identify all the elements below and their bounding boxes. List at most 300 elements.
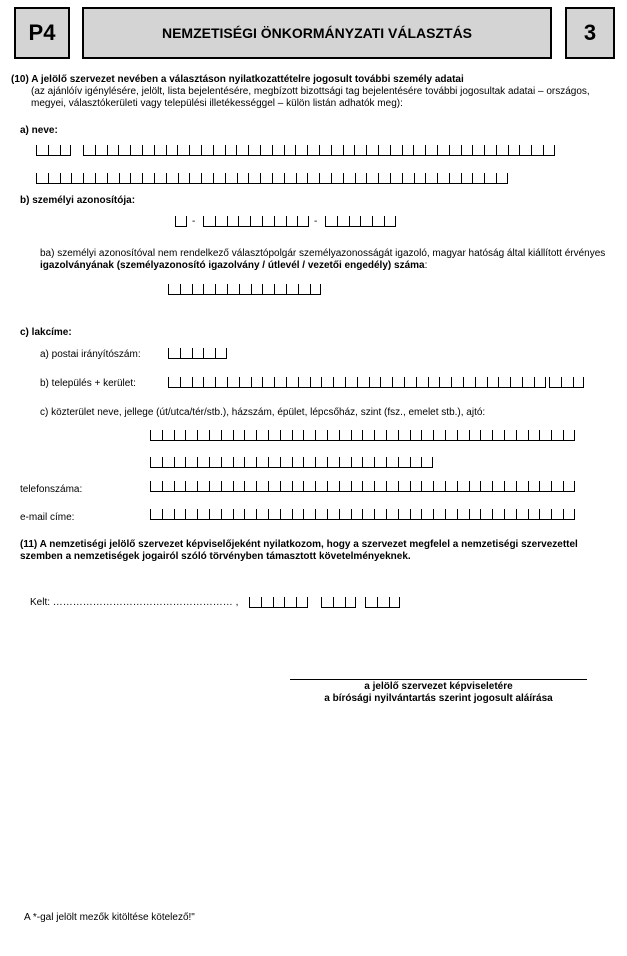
char-cell[interactable]: [185, 430, 197, 441]
city-field[interactable]: [168, 377, 546, 389]
char-cell[interactable]: [215, 284, 227, 295]
char-cell[interactable]: [142, 173, 154, 184]
char-cell[interactable]: [362, 430, 374, 441]
char-cell[interactable]: [343, 145, 355, 156]
char-cell[interactable]: [392, 377, 404, 388]
char-cell[interactable]: [244, 430, 256, 441]
char-cell[interactable]: [251, 377, 263, 388]
char-cell[interactable]: [374, 481, 386, 492]
char-cell[interactable]: [213, 173, 225, 184]
char-cell[interactable]: [437, 173, 449, 184]
name-field-row2[interactable]: [36, 173, 508, 185]
char-cell[interactable]: [573, 377, 585, 388]
char-cell[interactable]: [233, 481, 245, 492]
char-cell[interactable]: [333, 597, 345, 608]
char-cell[interactable]: [337, 216, 349, 227]
char-cell[interactable]: [166, 173, 178, 184]
char-cell[interactable]: [351, 481, 363, 492]
char-cell[interactable]: [221, 509, 233, 520]
name-prefix-field[interactable]: [36, 145, 71, 157]
char-cell[interactable]: [319, 145, 331, 156]
char-cell[interactable]: [292, 457, 304, 468]
char-cell[interactable]: [327, 457, 339, 468]
char-cell[interactable]: [461, 145, 473, 156]
char-cell[interactable]: [469, 481, 481, 492]
char-cell[interactable]: [221, 430, 233, 441]
char-cell[interactable]: [321, 597, 333, 608]
char-cell[interactable]: [273, 597, 285, 608]
char-cell[interactable]: [366, 145, 378, 156]
char-cell[interactable]: [522, 377, 534, 388]
char-cell[interactable]: [260, 145, 272, 156]
char-cell[interactable]: [174, 509, 186, 520]
char-cell[interactable]: [274, 216, 286, 227]
char-cell[interactable]: [130, 173, 142, 184]
char-cell[interactable]: [457, 509, 469, 520]
char-cell[interactable]: [360, 216, 372, 227]
char-cell[interactable]: [563, 509, 575, 520]
char-cell[interactable]: [425, 145, 437, 156]
char-cell[interactable]: [487, 377, 499, 388]
char-cell[interactable]: [150, 430, 162, 441]
char-cell[interactable]: [543, 145, 555, 156]
char-cell[interactable]: [71, 173, 83, 184]
char-cell[interactable]: [280, 481, 292, 492]
char-cell[interactable]: [162, 457, 174, 468]
char-cell[interactable]: [492, 509, 504, 520]
char-cell[interactable]: [303, 430, 315, 441]
char-cell[interactable]: [250, 216, 262, 227]
char-cell[interactable]: [425, 173, 437, 184]
char-cell[interactable]: [386, 457, 398, 468]
char-cell[interactable]: [197, 430, 209, 441]
char-cell[interactable]: [262, 216, 274, 227]
char-cell[interactable]: [48, 173, 60, 184]
char-cell[interactable]: [351, 457, 363, 468]
char-cell[interactable]: [398, 509, 410, 520]
char-cell[interactable]: [374, 430, 386, 441]
char-cell[interactable]: [36, 145, 48, 156]
char-cell[interactable]: [60, 145, 72, 156]
char-cell[interactable]: [162, 430, 174, 441]
char-cell[interactable]: [319, 173, 331, 184]
char-cell[interactable]: [225, 145, 237, 156]
char-cell[interactable]: [504, 481, 516, 492]
char-cell[interactable]: [516, 509, 528, 520]
char-cell[interactable]: [339, 430, 351, 441]
char-cell[interactable]: [286, 284, 298, 295]
char-cell[interactable]: [339, 509, 351, 520]
char-cell[interactable]: [469, 509, 481, 520]
char-cell[interactable]: [209, 509, 221, 520]
char-cell[interactable]: [209, 430, 221, 441]
char-cell[interactable]: [315, 509, 327, 520]
char-cell[interactable]: [480, 509, 492, 520]
char-cell[interactable]: [480, 430, 492, 441]
char-cell[interactable]: [492, 481, 504, 492]
char-cell[interactable]: [510, 377, 522, 388]
char-cell[interactable]: [303, 481, 315, 492]
char-cell[interactable]: [256, 509, 268, 520]
char-cell[interactable]: [130, 145, 142, 156]
char-cell[interactable]: [280, 430, 292, 441]
char-cell[interactable]: [168, 284, 180, 295]
char-cell[interactable]: [374, 509, 386, 520]
char-cell[interactable]: [439, 377, 451, 388]
char-cell[interactable]: [233, 457, 245, 468]
char-cell[interactable]: [244, 481, 256, 492]
char-cell[interactable]: [428, 377, 440, 388]
personal-id-serial-field[interactable]: [325, 216, 396, 228]
char-cell[interactable]: [421, 481, 433, 492]
char-cell[interactable]: [280, 457, 292, 468]
char-cell[interactable]: [339, 481, 351, 492]
char-cell[interactable]: [449, 173, 461, 184]
char-cell[interactable]: [519, 145, 531, 156]
char-cell[interactable]: [298, 377, 310, 388]
char-cell[interactable]: [178, 173, 190, 184]
char-cell[interactable]: [528, 509, 540, 520]
char-cell[interactable]: [445, 430, 457, 441]
char-cell[interactable]: [197, 509, 209, 520]
char-cell[interactable]: [180, 348, 192, 359]
char-cell[interactable]: [315, 457, 327, 468]
char-cell[interactable]: [298, 284, 310, 295]
char-cell[interactable]: [227, 377, 239, 388]
char-cell[interactable]: [496, 145, 508, 156]
char-cell[interactable]: [189, 145, 201, 156]
char-cell[interactable]: [209, 457, 221, 468]
char-cell[interactable]: [331, 145, 343, 156]
char-cell[interactable]: [162, 509, 174, 520]
char-cell[interactable]: [244, 509, 256, 520]
char-cell[interactable]: [327, 430, 339, 441]
char-cell[interactable]: [327, 481, 339, 492]
char-cell[interactable]: [274, 284, 286, 295]
char-cell[interactable]: [516, 481, 528, 492]
char-cell[interactable]: [463, 377, 475, 388]
char-cell[interactable]: [292, 509, 304, 520]
char-cell[interactable]: [174, 430, 186, 441]
street-field-row1[interactable]: [150, 430, 575, 442]
char-cell[interactable]: [437, 145, 449, 156]
email-field[interactable]: [150, 509, 575, 521]
char-cell[interactable]: [180, 284, 192, 295]
char-cell[interactable]: [238, 216, 250, 227]
char-cell[interactable]: [303, 457, 315, 468]
char-cell[interactable]: [480, 481, 492, 492]
personal-id-birthdate-field[interactable]: [203, 216, 309, 228]
char-cell[interactable]: [496, 173, 508, 184]
char-cell[interactable]: [349, 216, 361, 227]
char-cell[interactable]: [351, 430, 363, 441]
char-cell[interactable]: [398, 430, 410, 441]
personal-id-sex-field[interactable]: [175, 216, 187, 228]
char-cell[interactable]: [421, 430, 433, 441]
char-cell[interactable]: [201, 145, 213, 156]
signature-line[interactable]: [290, 679, 587, 680]
char-cell[interactable]: [531, 145, 543, 156]
char-cell[interactable]: [355, 173, 367, 184]
char-cell[interactable]: [378, 145, 390, 156]
char-cell[interactable]: [174, 457, 186, 468]
char-cell[interactable]: [351, 509, 363, 520]
char-cell[interactable]: [95, 145, 107, 156]
char-cell[interactable]: [528, 430, 540, 441]
char-cell[interactable]: [380, 377, 392, 388]
char-cell[interactable]: [410, 481, 422, 492]
char-cell[interactable]: [168, 348, 180, 359]
date-month-field[interactable]: [321, 597, 356, 609]
char-cell[interactable]: [272, 173, 284, 184]
char-cell[interactable]: [197, 457, 209, 468]
char-cell[interactable]: [227, 216, 239, 227]
char-cell[interactable]: [384, 216, 396, 227]
char-cell[interactable]: [551, 509, 563, 520]
postal-code-field[interactable]: [168, 348, 227, 360]
char-cell[interactable]: [449, 145, 461, 156]
char-cell[interactable]: [296, 597, 308, 608]
char-cell[interactable]: [48, 145, 60, 156]
char-cell[interactable]: [297, 216, 309, 227]
char-cell[interactable]: [244, 457, 256, 468]
char-cell[interactable]: [225, 173, 237, 184]
char-cell[interactable]: [261, 597, 273, 608]
district-field[interactable]: [549, 377, 584, 389]
char-cell[interactable]: [416, 377, 428, 388]
char-cell[interactable]: [201, 173, 213, 184]
char-cell[interactable]: [321, 377, 333, 388]
char-cell[interactable]: [398, 481, 410, 492]
char-cell[interactable]: [498, 377, 510, 388]
char-cell[interactable]: [107, 173, 119, 184]
char-cell[interactable]: [390, 173, 402, 184]
char-cell[interactable]: [284, 597, 296, 608]
char-cell[interactable]: [457, 430, 469, 441]
char-cell[interactable]: [561, 377, 573, 388]
char-cell[interactable]: [251, 284, 263, 295]
char-cell[interactable]: [286, 216, 298, 227]
char-cell[interactable]: [539, 481, 551, 492]
char-cell[interactable]: [286, 377, 298, 388]
char-cell[interactable]: [268, 457, 280, 468]
char-cell[interactable]: [362, 509, 374, 520]
char-cell[interactable]: [177, 145, 189, 156]
char-cell[interactable]: [60, 173, 72, 184]
street-field-row2[interactable]: [150, 457, 433, 469]
char-cell[interactable]: [331, 173, 343, 184]
char-cell[interactable]: [345, 377, 357, 388]
char-cell[interactable]: [492, 430, 504, 441]
char-cell[interactable]: [303, 509, 315, 520]
char-cell[interactable]: [378, 173, 390, 184]
char-cell[interactable]: [189, 173, 201, 184]
char-cell[interactable]: [325, 216, 337, 227]
char-cell[interactable]: [221, 457, 233, 468]
char-cell[interactable]: [284, 173, 296, 184]
char-cell[interactable]: [197, 481, 209, 492]
char-cell[interactable]: [185, 509, 197, 520]
char-cell[interactable]: [508, 145, 520, 156]
char-cell[interactable]: [150, 481, 162, 492]
char-cell[interactable]: [362, 481, 374, 492]
char-cell[interactable]: [185, 481, 197, 492]
char-cell[interactable]: [386, 481, 398, 492]
char-cell[interactable]: [457, 481, 469, 492]
char-cell[interactable]: [354, 145, 366, 156]
char-cell[interactable]: [256, 481, 268, 492]
char-cell[interactable]: [551, 481, 563, 492]
char-cell[interactable]: [563, 430, 575, 441]
char-cell[interactable]: [433, 481, 445, 492]
char-cell[interactable]: [192, 284, 204, 295]
char-cell[interactable]: [83, 145, 95, 156]
char-cell[interactable]: [256, 430, 268, 441]
char-cell[interactable]: [150, 457, 162, 468]
char-cell[interactable]: [292, 430, 304, 441]
char-cell[interactable]: [333, 377, 345, 388]
char-cell[interactable]: [404, 377, 416, 388]
char-cell[interactable]: [83, 173, 95, 184]
char-cell[interactable]: [414, 173, 426, 184]
char-cell[interactable]: [374, 457, 386, 468]
phone-field[interactable]: [150, 481, 575, 493]
name-field-row1[interactable]: [83, 145, 555, 157]
char-cell[interactable]: [221, 481, 233, 492]
char-cell[interactable]: [233, 509, 245, 520]
char-cell[interactable]: [366, 173, 378, 184]
char-cell[interactable]: [185, 457, 197, 468]
char-cell[interactable]: [386, 430, 398, 441]
char-cell[interactable]: [162, 481, 174, 492]
char-cell[interactable]: [268, 509, 280, 520]
char-cell[interactable]: [274, 377, 286, 388]
char-cell[interactable]: [166, 145, 178, 156]
char-cell[interactable]: [307, 145, 319, 156]
char-cell[interactable]: [239, 284, 251, 295]
char-cell[interactable]: [445, 481, 457, 492]
char-cell[interactable]: [209, 481, 221, 492]
char-cell[interactable]: [192, 348, 204, 359]
char-cell[interactable]: [504, 509, 516, 520]
char-cell[interactable]: [215, 377, 227, 388]
char-cell[interactable]: [296, 173, 308, 184]
char-cell[interactable]: [472, 173, 484, 184]
char-cell[interactable]: [410, 457, 422, 468]
char-cell[interactable]: [345, 597, 357, 608]
char-cell[interactable]: [421, 457, 433, 468]
char-cell[interactable]: [119, 173, 131, 184]
char-cell[interactable]: [154, 173, 166, 184]
char-cell[interactable]: [377, 597, 389, 608]
char-cell[interactable]: [215, 216, 227, 227]
char-cell[interactable]: [262, 284, 274, 295]
char-cell[interactable]: [357, 377, 369, 388]
char-cell[interactable]: [213, 145, 225, 156]
char-cell[interactable]: [280, 509, 292, 520]
char-cell[interactable]: [310, 284, 322, 295]
char-cell[interactable]: [284, 145, 296, 156]
char-cell[interactable]: [315, 430, 327, 441]
char-cell[interactable]: [365, 597, 377, 608]
char-cell[interactable]: [461, 173, 473, 184]
id-document-number-field[interactable]: [168, 284, 321, 296]
char-cell[interactable]: [469, 430, 481, 441]
char-cell[interactable]: [142, 145, 154, 156]
char-cell[interactable]: [402, 145, 414, 156]
char-cell[interactable]: [268, 481, 280, 492]
char-cell[interactable]: [539, 430, 551, 441]
char-cell[interactable]: [36, 173, 48, 184]
char-cell[interactable]: [203, 348, 215, 359]
char-cell[interactable]: [154, 145, 166, 156]
char-cell[interactable]: [339, 457, 351, 468]
char-cell[interactable]: [343, 173, 355, 184]
char-cell[interactable]: [118, 145, 130, 156]
char-cell[interactable]: [192, 377, 204, 388]
char-cell[interactable]: [484, 173, 496, 184]
char-cell[interactable]: [421, 509, 433, 520]
char-cell[interactable]: [484, 145, 496, 156]
char-cell[interactable]: [175, 216, 187, 227]
char-cell[interactable]: [389, 597, 401, 608]
char-cell[interactable]: [504, 430, 516, 441]
char-cell[interactable]: [445, 509, 457, 520]
char-cell[interactable]: [168, 377, 180, 388]
char-cell[interactable]: [203, 216, 215, 227]
char-cell[interactable]: [327, 509, 339, 520]
char-cell[interactable]: [390, 145, 402, 156]
char-cell[interactable]: [534, 377, 546, 388]
char-cell[interactable]: [539, 509, 551, 520]
char-cell[interactable]: [528, 481, 540, 492]
char-cell[interactable]: [95, 173, 107, 184]
char-cell[interactable]: [203, 284, 215, 295]
char-cell[interactable]: [237, 173, 249, 184]
char-cell[interactable]: [362, 457, 374, 468]
char-cell[interactable]: [307, 173, 319, 184]
char-cell[interactable]: [516, 430, 528, 441]
char-cell[interactable]: [260, 173, 272, 184]
char-cell[interactable]: [248, 145, 260, 156]
char-cell[interactable]: [386, 509, 398, 520]
char-cell[interactable]: [433, 509, 445, 520]
char-cell[interactable]: [551, 430, 563, 441]
char-cell[interactable]: [150, 509, 162, 520]
char-cell[interactable]: [549, 377, 561, 388]
char-cell[interactable]: [475, 377, 487, 388]
char-cell[interactable]: [268, 430, 280, 441]
char-cell[interactable]: [180, 377, 192, 388]
char-cell[interactable]: [262, 377, 274, 388]
char-cell[interactable]: [410, 509, 422, 520]
date-day-field[interactable]: [365, 597, 400, 609]
char-cell[interactable]: [292, 481, 304, 492]
char-cell[interactable]: [248, 173, 260, 184]
char-cell[interactable]: [472, 145, 484, 156]
char-cell[interactable]: [563, 481, 575, 492]
char-cell[interactable]: [203, 377, 215, 388]
char-cell[interactable]: [174, 481, 186, 492]
char-cell[interactable]: [272, 145, 284, 156]
date-year-field[interactable]: [249, 597, 308, 609]
char-cell[interactable]: [215, 348, 227, 359]
char-cell[interactable]: [413, 145, 425, 156]
char-cell[interactable]: [402, 173, 414, 184]
char-cell[interactable]: [236, 145, 248, 156]
char-cell[interactable]: [233, 430, 245, 441]
char-cell[interactable]: [107, 145, 119, 156]
